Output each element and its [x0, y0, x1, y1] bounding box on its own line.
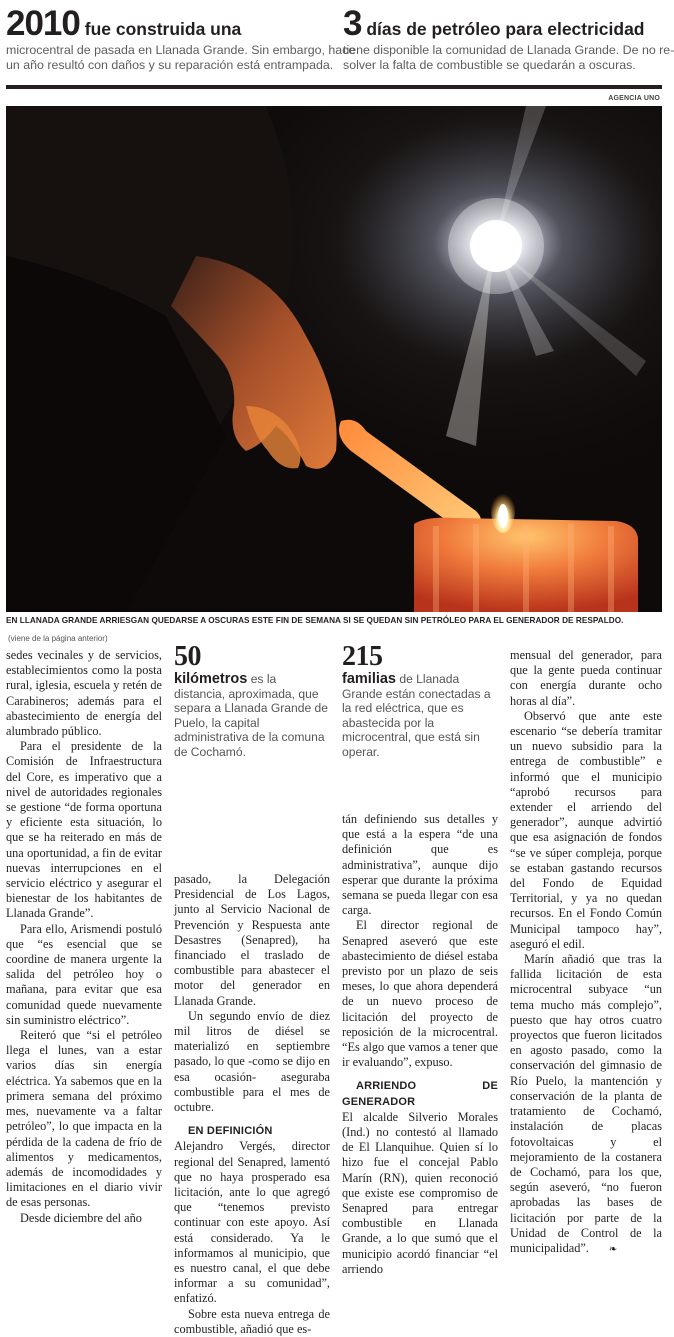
factoid-right-body — [343, 43, 674, 73]
article-column-3 — [342, 812, 498, 1277]
header-divider — [6, 85, 662, 89]
article-paragraph: sedes vecinales y de servicios, establecimientos como la posta rural, iglesia, escuela y retén de Carabineros; además para el abastecimiento de energía del alumbrado público. — [6, 648, 162, 739]
article-paragraph: Alejandro Vergés, director regional del Senapred, lamentó que no haya prosperado esa licitación, ante lo que agregó que “tenemos previsto continuar con este apoyo. Así está considerado. Ya le informamos al municipio, que es nuestro canal, el que debe informar a su comunidad”, enfatizó. — [174, 1139, 330, 1306]
factoid-left-headline — [6, 6, 328, 41]
article-paragraph: Reiteró que “si el petróleo llega el lunes, van a estar varios días sin energía eléctrica. Ya sabemos que en la primera semana del próximo mes, nuevamente va a faltar petróleo”, lo que impacta en la pérdida de la cadena de frío de alimentos y medicamentos, además de incomodidades y limitaciones en el diario vivir de esas personas. — [6, 1028, 162, 1210]
candle-photo — [6, 106, 662, 612]
factoid-left-line: microcentral de pasada en Llanada Grande. Sin embargo, hace — [6, 43, 356, 57]
factoid-left-body — [6, 43, 356, 73]
stat-families-body: de Llanada Grande están conectadas a la red eléctrica, que es abastecida por la microcentral, que está sin operar. — [342, 672, 491, 759]
factoid-left — [6, 4, 356, 82]
article-paragraph: Para ello, Arismendi postuló que “es esencial que se coordine de manera urgente la salida del petróleo hoy o mañana, para evitar que esa comunidad quede nuevamente sin suministro eléctrico”. — [6, 921, 162, 1027]
stat-families-text — [342, 672, 498, 760]
photo-credit: AGENCIA UNO — [608, 95, 660, 102]
article-paragraph-text: Marín añadió que tras la fallida licitación de esta microcentral subyace “un tema mucho más complejo”, puesto que hay otros cuatro proyectos que fueron licitados en agosto pasado, como la conservación del gimnasio de Río Puelo, la mantención y conservación de la planta de tratamiento de Cochamó, instalación de placas fotovoltaicas y el mejoramiento de la costanera de Cochamó, para los que, según aseveró, “no fueron aprobadas las bases de licitación por parte de la Unidad de Control de la municipalidad”. — [510, 952, 662, 1255]
article-paragraph: Desde diciembre del año — [20, 1210, 142, 1225]
article-paragraph: tán definiendo sus detalles y que está a la espera “de una definición que es administrativa”, aunque dijo esperar que durante la próxima semana se pueda llegar con esa carga. — [342, 812, 498, 918]
stat-box-families — [342, 642, 498, 760]
factoid-left-title: fue construida una — [79, 19, 242, 39]
article-paragraph: mensual del generador, para que la gente pueda continuar con energía durante ocho horas al día”. — [510, 648, 662, 708]
factoid-left-line: un año resultó con daños y su reparación está entrampada. — [6, 58, 334, 72]
article-paragraph — [510, 952, 662, 1257]
article-paragraph: Para el presidente de la Comisión de Infraestructura del Core, es imperativo que a nivel de autoridades regionales se gestione “de forma oportuna y eficiente esta situación, lo que se ha reiterado en más de una oportunidad, a fin de evitar nuevas interrupciones en el servicio eléctrico y asegurar el bienestar de los habitantes de Llanada Grande”. — [6, 739, 162, 921]
factoid-left-number: 2010 — [6, 4, 80, 43]
article-column-2 — [174, 872, 330, 1337]
candle-photo-illustration — [6, 106, 662, 612]
stat-kilometers-text — [174, 672, 330, 760]
section-subhead: ARRIENDO DE GENERADOR — [342, 1080, 498, 1108]
factoid-right-line: tiene disponible la comunidad de Llanada Grande. De no re- — [343, 43, 674, 57]
factoid-right-title: días de petróleo para electricidad — [361, 19, 645, 39]
stat-families-label: familias — [342, 671, 396, 687]
article-paragraph: pasado, la Delegación Presidencial de Los Lagos, junto al Servicio Nacional de Prevención y Respuesta ante Desastres (Senapred), ha financiado el traslado de combustible para abastecer el motor del generador en Llanada Grande. — [174, 872, 330, 1008]
factoid-right-headline — [343, 6, 665, 41]
factoid-right-line: solver la falta de combustible se quedarán a oscuras. — [343, 58, 636, 72]
article-paragraph: Un segundo envío de diez mil litros de diésel se materializó en septiembre pasado, lo que -como se dijo en esa ocasión- aseguraba combustible para el mes de octubre. — [174, 1008, 330, 1115]
article-paragraph: Observó que ante este escenario “se debería tramitar un nuevo subsidio para la entrega de combustible” e informó que el municipio “aprobó recursos para extender el arriendo del generador”, aunque advirtió que esa asignación de fondos “se ve súper compleja, porque se estaban gastando recursos del Fondo de Equidad Territorial, y ya no quedan recursos. En el Fondo Común Municipal tampoco hay”, aseguró el edil. — [510, 708, 662, 951]
stat-kilometers-body: es la distancia, aproximada, que separa a Llanada Grande de Puelo, la capital administrativa de la comuna de Cochamó. — [174, 672, 328, 759]
stat-kilometers-label: kilómetros — [174, 671, 248, 687]
section-subhead: EN DEFINICIÓN — [188, 1125, 273, 1138]
stat-families-number: 215 — [342, 641, 383, 672]
article-paragraph: El alcalde Silverio Morales (Ind.) no contestó al llamado de El Llanquihue. Quien sí lo hizo fue el concejal Pablo Marín (RN), quien reconoció que existe ese compromiso de Senapred para entregar combustible en Llanada Grande, a lo que sumó que el municipio acordó financiar “el arriendo — [342, 1109, 498, 1276]
article-paragraph: Sobre esta nueva entrega de combustible, añadió que es- — [174, 1306, 330, 1336]
stat-box-kilometers — [174, 642, 330, 760]
factoid-right-number: 3 — [343, 4, 362, 43]
continued-note: (viene de la página anterior) — [8, 634, 108, 643]
end-of-article-icon: ❧ — [608, 1243, 618, 1255]
article-column-1 — [6, 648, 162, 1226]
article-column-4 — [510, 648, 662, 1257]
stat-kilometers-number: 50 — [174, 641, 201, 672]
photo-caption: EN LLANADA GRANDE ARRIESGAN QUEDARSE A OSCURAS ESTE FIN DE SEMANA SI SE QUEDAN SIN PETRÓLEO PARA EL GENERADOR DE RESPALDO. — [6, 616, 624, 625]
factoid-right — [343, 4, 674, 82]
article-paragraph: El director regional de Senapred aseveró que este abastecimiento de diésel estaba previsto por un plazo de seis meses, lo que ahora dependerá de un nuevo proceso de licitación del proyecto de reposición de la microcentral. “Es algo que vamos a tener que ir evaluando”, expuso. — [342, 918, 498, 1070]
